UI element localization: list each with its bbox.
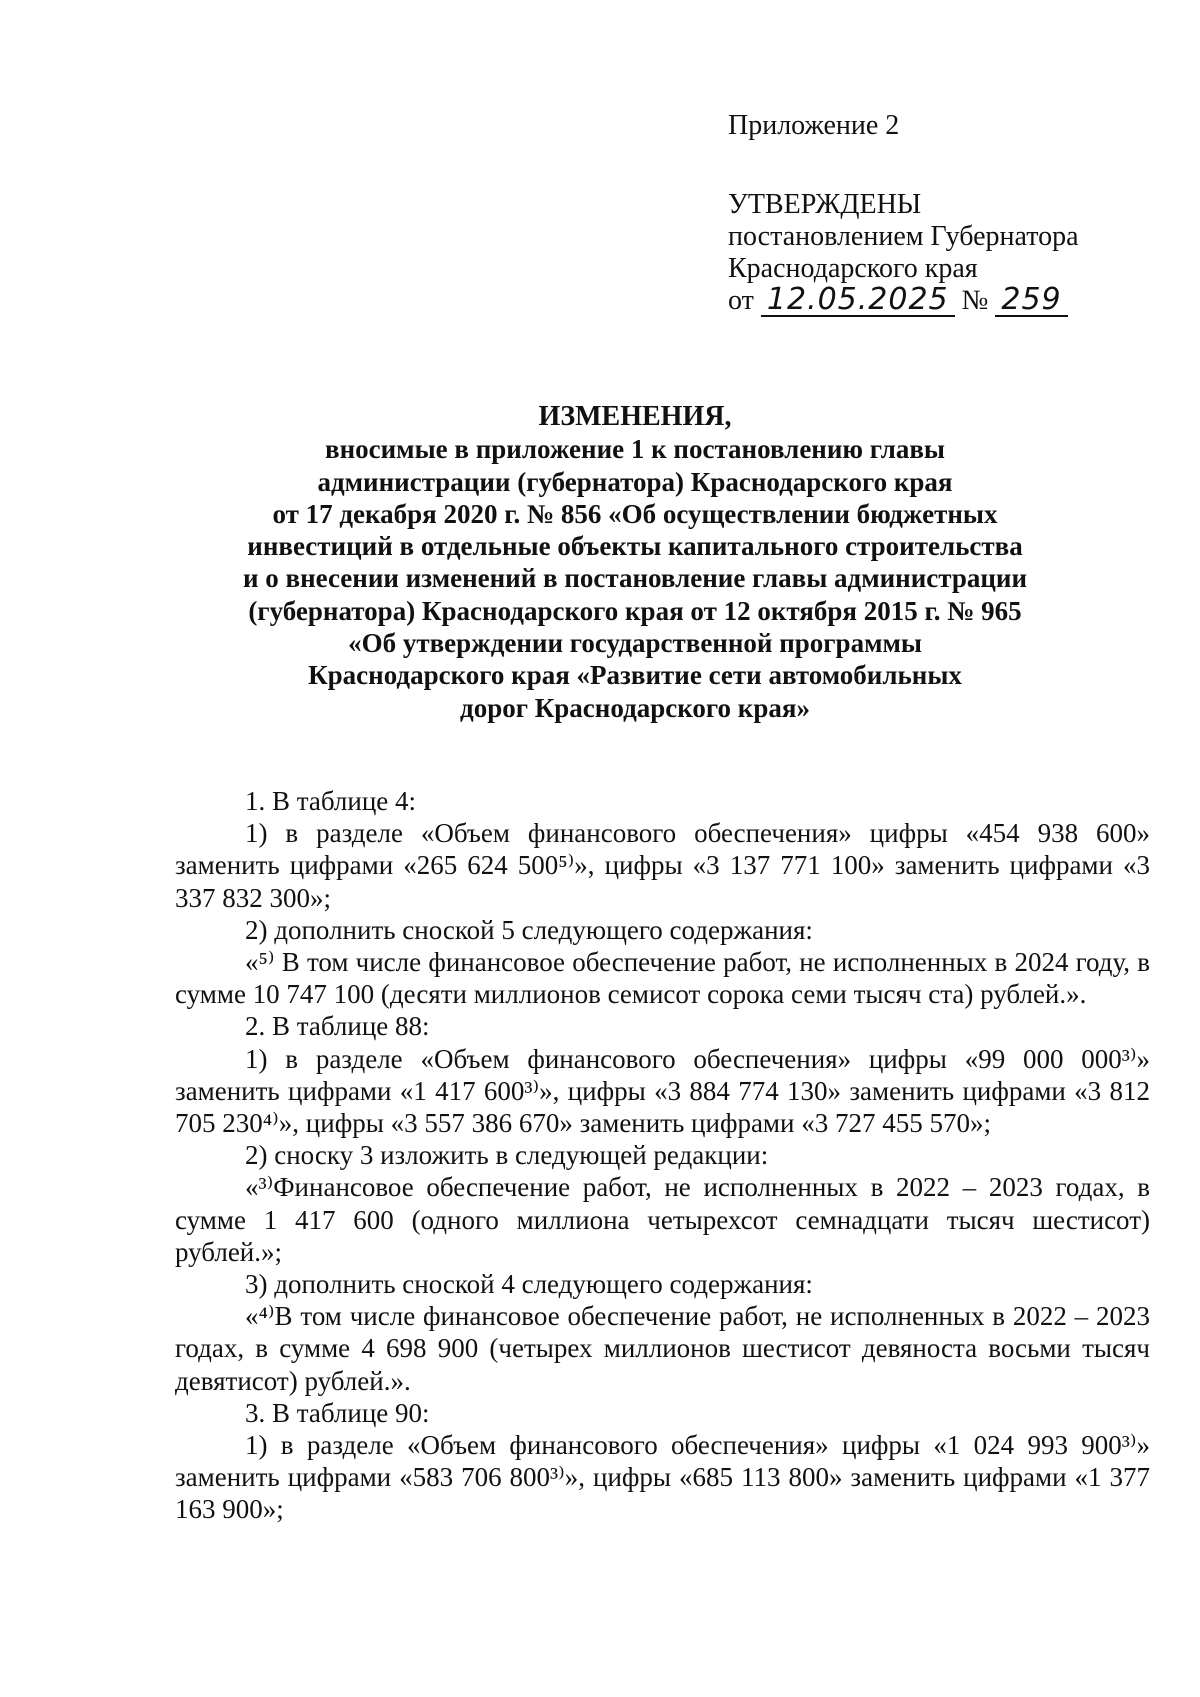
title-line: «Об утверждении государственной программы <box>348 628 922 659</box>
title-line: Краснодарского края «Развитие сети автомобильных <box>308 660 962 691</box>
paragraph: 1) в разделе «Объем финансового обеспечения» цифры «1 024 993 900³⁾» заменить цифрами «583 706 800³⁾», цифры «685 113 800» заменить цифрами «1 377 163 900»; <box>175 1430 1150 1525</box>
paragraph: 2) дополнить сноской 5 следующего содержания: <box>245 914 813 945</box>
title-line: дорог Краснодарского края» <box>460 692 810 723</box>
document-body <box>175 785 1150 1526</box>
handwritten-date: 12.05.2025 <box>761 285 955 317</box>
approved-by-line-2: Краснодарского края <box>728 253 978 284</box>
title-heading: ИЗМЕНЕНИЯ, <box>538 401 732 432</box>
appendix-label: Приложение 2 <box>728 110 900 141</box>
document-title <box>160 401 1110 724</box>
paragraph: 1) в разделе «Объем финансового обеспечения» цифры «454 938 600» заменить цифрами «265 624 500⁵⁾», цифры «3 137 771 100» заменить цифрами «3 337 832 300»; <box>175 818 1150 913</box>
approval-date-line <box>728 282 1148 317</box>
title-line: от 17 декабря 2020 г. № 856 «Об осуществлении бюджетных <box>272 498 998 529</box>
from-label: от <box>728 285 754 316</box>
title-line: вносимые в приложение 1 к постановлению главы <box>325 434 945 465</box>
section-heading: 1. В таблице 4: <box>245 786 417 816</box>
footnote-text: «⁴⁾В том числе финансовое обеспечение работ, не исполненных в 2022 – 2023 годах, в сумме 4 698 900 (четырех миллионов шестисот девяноста восьми тысяч девятисот) рублей.». <box>175 1301 1150 1396</box>
number-label: № <box>961 285 989 316</box>
footnote-text: «³⁾Финансовое обеспечение работ, не исполненных в 2022 – 2023 годах, в сумме 1 417 600 (одного миллиона четырехсот семнадцати тысяч шестисот) рублей.»; <box>175 1172 1150 1267</box>
footnote-text: «⁵⁾ В том числе финансовое обеспечение работ, не исполненных в 2024 году, в сумме 10 747 100 (десяти миллионов семисот сорока семи тысяч ста) рублей.». <box>175 947 1150 1010</box>
approved-label: УТВЕРЖДЕНЫ <box>728 189 922 220</box>
title-line: инвестиций в отдельные объекты капитального строительства <box>247 531 1023 562</box>
section-heading: 2. В таблице 88: <box>245 1011 430 1042</box>
paragraph: 1) в разделе «Объем финансового обеспечения» цифры «99 000 000³⁾» заменить цифрами «1 417 600³⁾», цифры «3 884 774 130» заменить цифрами «3 812 705 230⁴⁾», цифры «3 557 386 670» заменить цифрами «3 727 455 570»; <box>175 1043 1150 1139</box>
title-line: и о внесении изменений в постановление главы администрации <box>242 563 1028 594</box>
title-line: (губернатора) Краснодарского края от 12 октября 2015 г. № 965 <box>248 595 1022 626</box>
title-line: администрации (губернатора) Краснодарского края <box>317 466 953 497</box>
section-heading: 3. В таблице 90: <box>245 1397 430 1428</box>
handwritten-number: 259 <box>995 285 1067 317</box>
paragraph: 3) дополнить сноской 4 следующего содержания: <box>245 1269 813 1300</box>
approval-block <box>728 110 1148 317</box>
paragraph: 2) сноску 3 изложить в следующей редакции: <box>245 1140 769 1171</box>
approved-by-line-1: постановлением Губернатора <box>728 221 1079 252</box>
